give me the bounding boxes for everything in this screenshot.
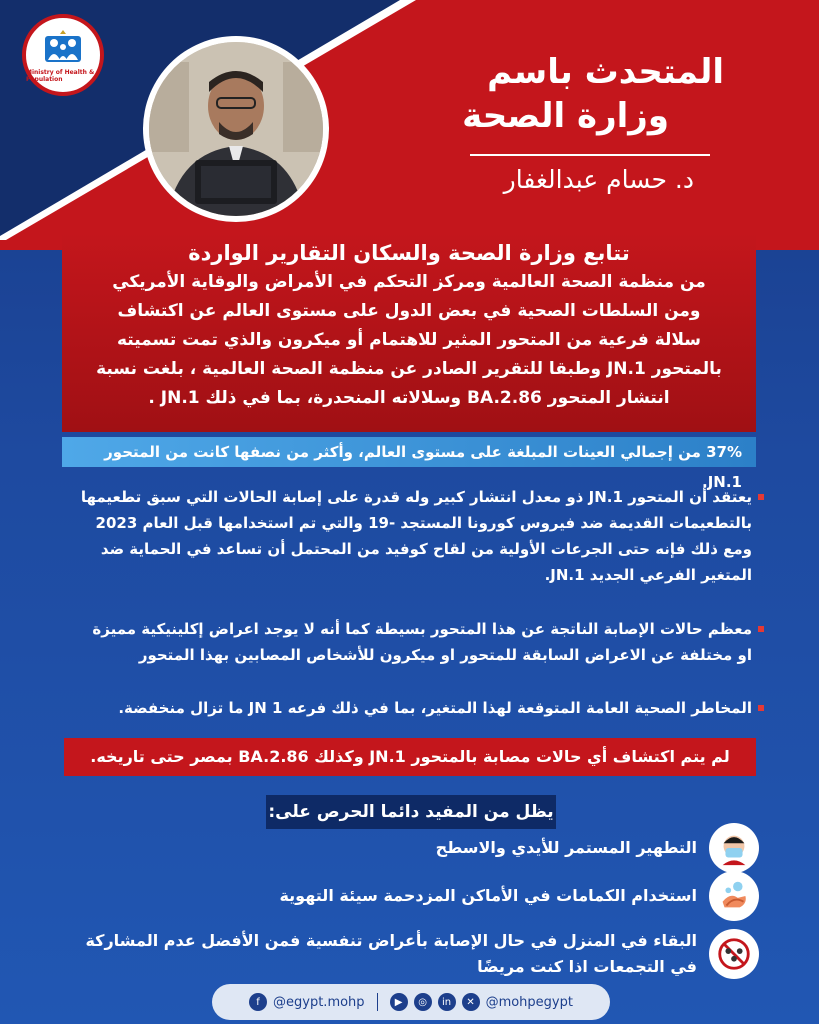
point-line: معظم حالات الإصابة الناتجة عن هذا المتحور بسيطة كما أنه لا يوجد اعراض إكلينيكية مميزة bbox=[92, 620, 752, 638]
point-line: المخاطر الصحية العامة المتوقعة لهذا المتغير، بما في ذلك فرعه JN 1 ما تزال منخفضة. bbox=[118, 699, 752, 717]
advice-text: البقاء في المنزل في حال الإصابة بأعراض تنفسية فمن الأفضل عدم المشاركة bbox=[85, 931, 697, 950]
intro-line: بالمتحور JN.1 وطبقا للتقرير الصادر عن منظمة الصحة العالمية ، بلغت نسبة bbox=[96, 359, 722, 379]
advice-text: التطهير المستمر للأيدي والاسطح bbox=[435, 838, 697, 857]
mask-icon bbox=[709, 823, 759, 873]
advice-item bbox=[436, 823, 759, 873]
point-line: بالتطعيمات القديمة ضد فيروس كورونا المستجد -19 والتي تم استخدامها قبل العام 2023 bbox=[95, 514, 752, 532]
intro-line: ومن السلطات الصحية في بعض الدول على مستوى العالم عن اكتشاف bbox=[117, 301, 701, 321]
title-line-1: المتحدث باسم bbox=[487, 52, 724, 92]
title-line-2: وزارة الصحة bbox=[462, 96, 669, 136]
youtube-icon[interactable]: ▶ bbox=[390, 993, 408, 1011]
person-photo bbox=[149, 42, 323, 216]
spokesperson-name: د. حسام عبدالغفار bbox=[503, 165, 694, 194]
statistic-bar: 37% من إجمالي العينات المبلغة على مستوى العالم، وأكثر من نصفها كانت من المتحور JN.1. bbox=[62, 437, 756, 467]
point-line: يعتقد أن المتحور JN.1 ذو معدل انتشار كبير وله قدرة على إصابة الحالات التي سبق تطعيمها bbox=[80, 488, 752, 506]
bullet-icon bbox=[758, 705, 764, 711]
advice-text: في التجمعات اذا كنت مريضًا bbox=[477, 957, 697, 976]
no-gathering-icon bbox=[709, 929, 759, 979]
point-line: ومع ذلك فإنه حتى الجرعات الأولية من لقاح كوفيد من المحتمل أن تساعد في الحماية ضد bbox=[100, 540, 752, 558]
advice-item bbox=[85, 928, 759, 980]
intro-line: سلالة فرعية من المتحور المثير للاهتمام أو ميكرون والذي تمت تسميته bbox=[116, 330, 702, 350]
logo-text: Ministry of Health & Population bbox=[26, 68, 95, 83]
social-handle[interactable]: @mohpegypt bbox=[485, 994, 573, 1010]
bullet-icon bbox=[758, 494, 764, 500]
intro-line: انتشار المتحور BA.2.86 وسلالاته المنحدرة، بما في ذلك JN.1 . bbox=[148, 388, 670, 408]
facebook-handle[interactable]: @egypt.mohp bbox=[273, 994, 365, 1010]
handwash-icon bbox=[709, 871, 759, 921]
advice-text: استخدام الكمامات في الأماكن المزدحمة سيئة التهوية bbox=[279, 886, 697, 905]
advice-title: يظل من المفيد دائما الحرص على: bbox=[266, 795, 556, 829]
linkedin-icon[interactable]: in bbox=[438, 993, 456, 1011]
family-emblem-icon bbox=[39, 28, 87, 68]
intro-headline: تتابع وزارة الصحة والسكان التقارير الواردة bbox=[188, 241, 630, 265]
ministry-logo bbox=[22, 14, 104, 96]
x-icon[interactable]: ✕ bbox=[462, 993, 480, 1011]
instagram-icon[interactable]: ◎ bbox=[414, 993, 432, 1011]
intro-line: من منظمة الصحة العالمية ومركز التحكم في الأمراض والوقاية الأمريكي bbox=[112, 272, 706, 292]
facebook-icon[interactable]: f bbox=[249, 993, 267, 1011]
point-1 bbox=[54, 484, 764, 588]
social-footer bbox=[212, 984, 610, 1020]
spokesperson-portrait bbox=[143, 36, 329, 222]
footer-divider bbox=[377, 993, 378, 1011]
point-3 bbox=[54, 695, 764, 721]
point-2 bbox=[54, 616, 764, 668]
advice-item bbox=[279, 871, 759, 921]
point-line: او مختلفة عن الاعراض السابقة للمتحور او ميكرون للأشخاص المصابين بهذا المتحور bbox=[138, 646, 752, 664]
egypt-status-notice: لم يتم اكتشاف أي حالات مصابة بالمتحور JN.1 وكذلك BA.2.86 بمصر حتى تاريخه. bbox=[64, 738, 756, 776]
point-line: المتغير الفرعي الجديد JN.1. bbox=[544, 566, 752, 584]
intro-box bbox=[62, 232, 756, 432]
bullet-icon bbox=[758, 626, 764, 632]
title-divider bbox=[470, 154, 710, 156]
